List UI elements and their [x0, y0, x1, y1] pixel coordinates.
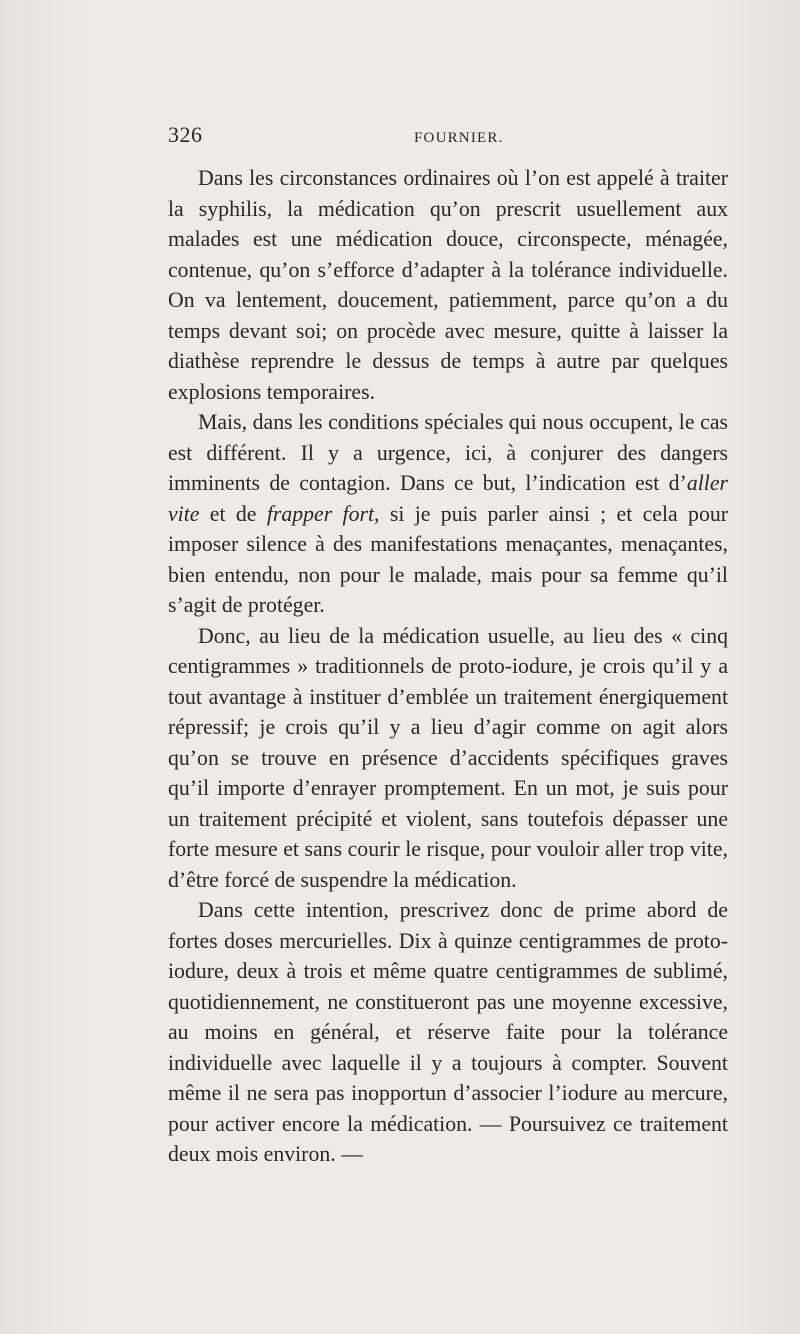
running-head: FOURNIER. — [414, 130, 504, 146]
paragraph-2-part-3: , si je puis parler ainsi ; et cela pour imposer silence à des manifestations menaçantes, menaçantes, bien entendu, non pour le malade, mais pour sa femme qu’il s’agit de protéger. — [168, 501, 728, 617]
page-header — [168, 122, 728, 152]
paragraph-2 — [168, 407, 728, 621]
page-number: 326 — [168, 122, 203, 147]
paragraph-2-part-2: et de — [199, 501, 267, 526]
paragraph-4: Dans cette intention, prescrivez donc de prime abord de fortes doses mercurielles. Dix à quinze centigrammes de proto-iodure, deux à trois et même quatre centigrammes de sublimé, quotidiennement, ne constitueront pas une moyenne excessive, au moins en général, et réserve faite pour la tolérance individuelle avec laquelle il y a toujours à compter. Souvent même il ne sera pas inopportun d’associer l’iodure au mercure, pour activer encore la médication. — Poursuivez ce traitement deux mois environ. — — [168, 898, 728, 1166]
paragraph-3: Donc, au lieu de la médication usuelle, au lieu des « cinq centigrammes » traditionnels de proto-iodure, je crois qu’il y a tout avantage à instituer d’emblée un traitement énergiquement répressif; je crois qu’il y a lieu d’agir comme on agit alors qu’on se trouve en présence d’accidents spécifiques graves qu’il importe d’enrayer promptement. En un mot, je suis pour un traitement précipité et violent, sans toutefois dépasser une forte mesure et sans courir le risque, pour vouloir aller trop vite, d’être forcé de suspendre la médication. — [168, 623, 728, 892]
italic-aller-vite: aller vite — [168, 471, 728, 526]
paragraph-1: Dans les circonstances ordinaires où l’on est appelé à traiter la syphilis, la médication qu’on prescrit usuellement aux malades est une médication douce, circonspecte, ménagée, contenue, qu’on s’efforce d’adapter à la tolérance individuelle. On va lentement, doucement, patiemment, parce qu’on a du temps devant soi; on procède avec mesure, quitte à laisser la diathèse reprendre le dessus de temps à autre par quelques explosions temporaires. — [168, 166, 728, 404]
paragraph-2-part-1: Mais, dans les conditions spéciales qui nous occupent, le cas est différent. Il y a urgence, ici, à conjurer des dangers imminents de contagion. Dans ce but, l’indication est d’ — [168, 410, 728, 495]
italic-frapper-fort: frapper fort — [266, 501, 375, 526]
body-text — [168, 163, 728, 1170]
